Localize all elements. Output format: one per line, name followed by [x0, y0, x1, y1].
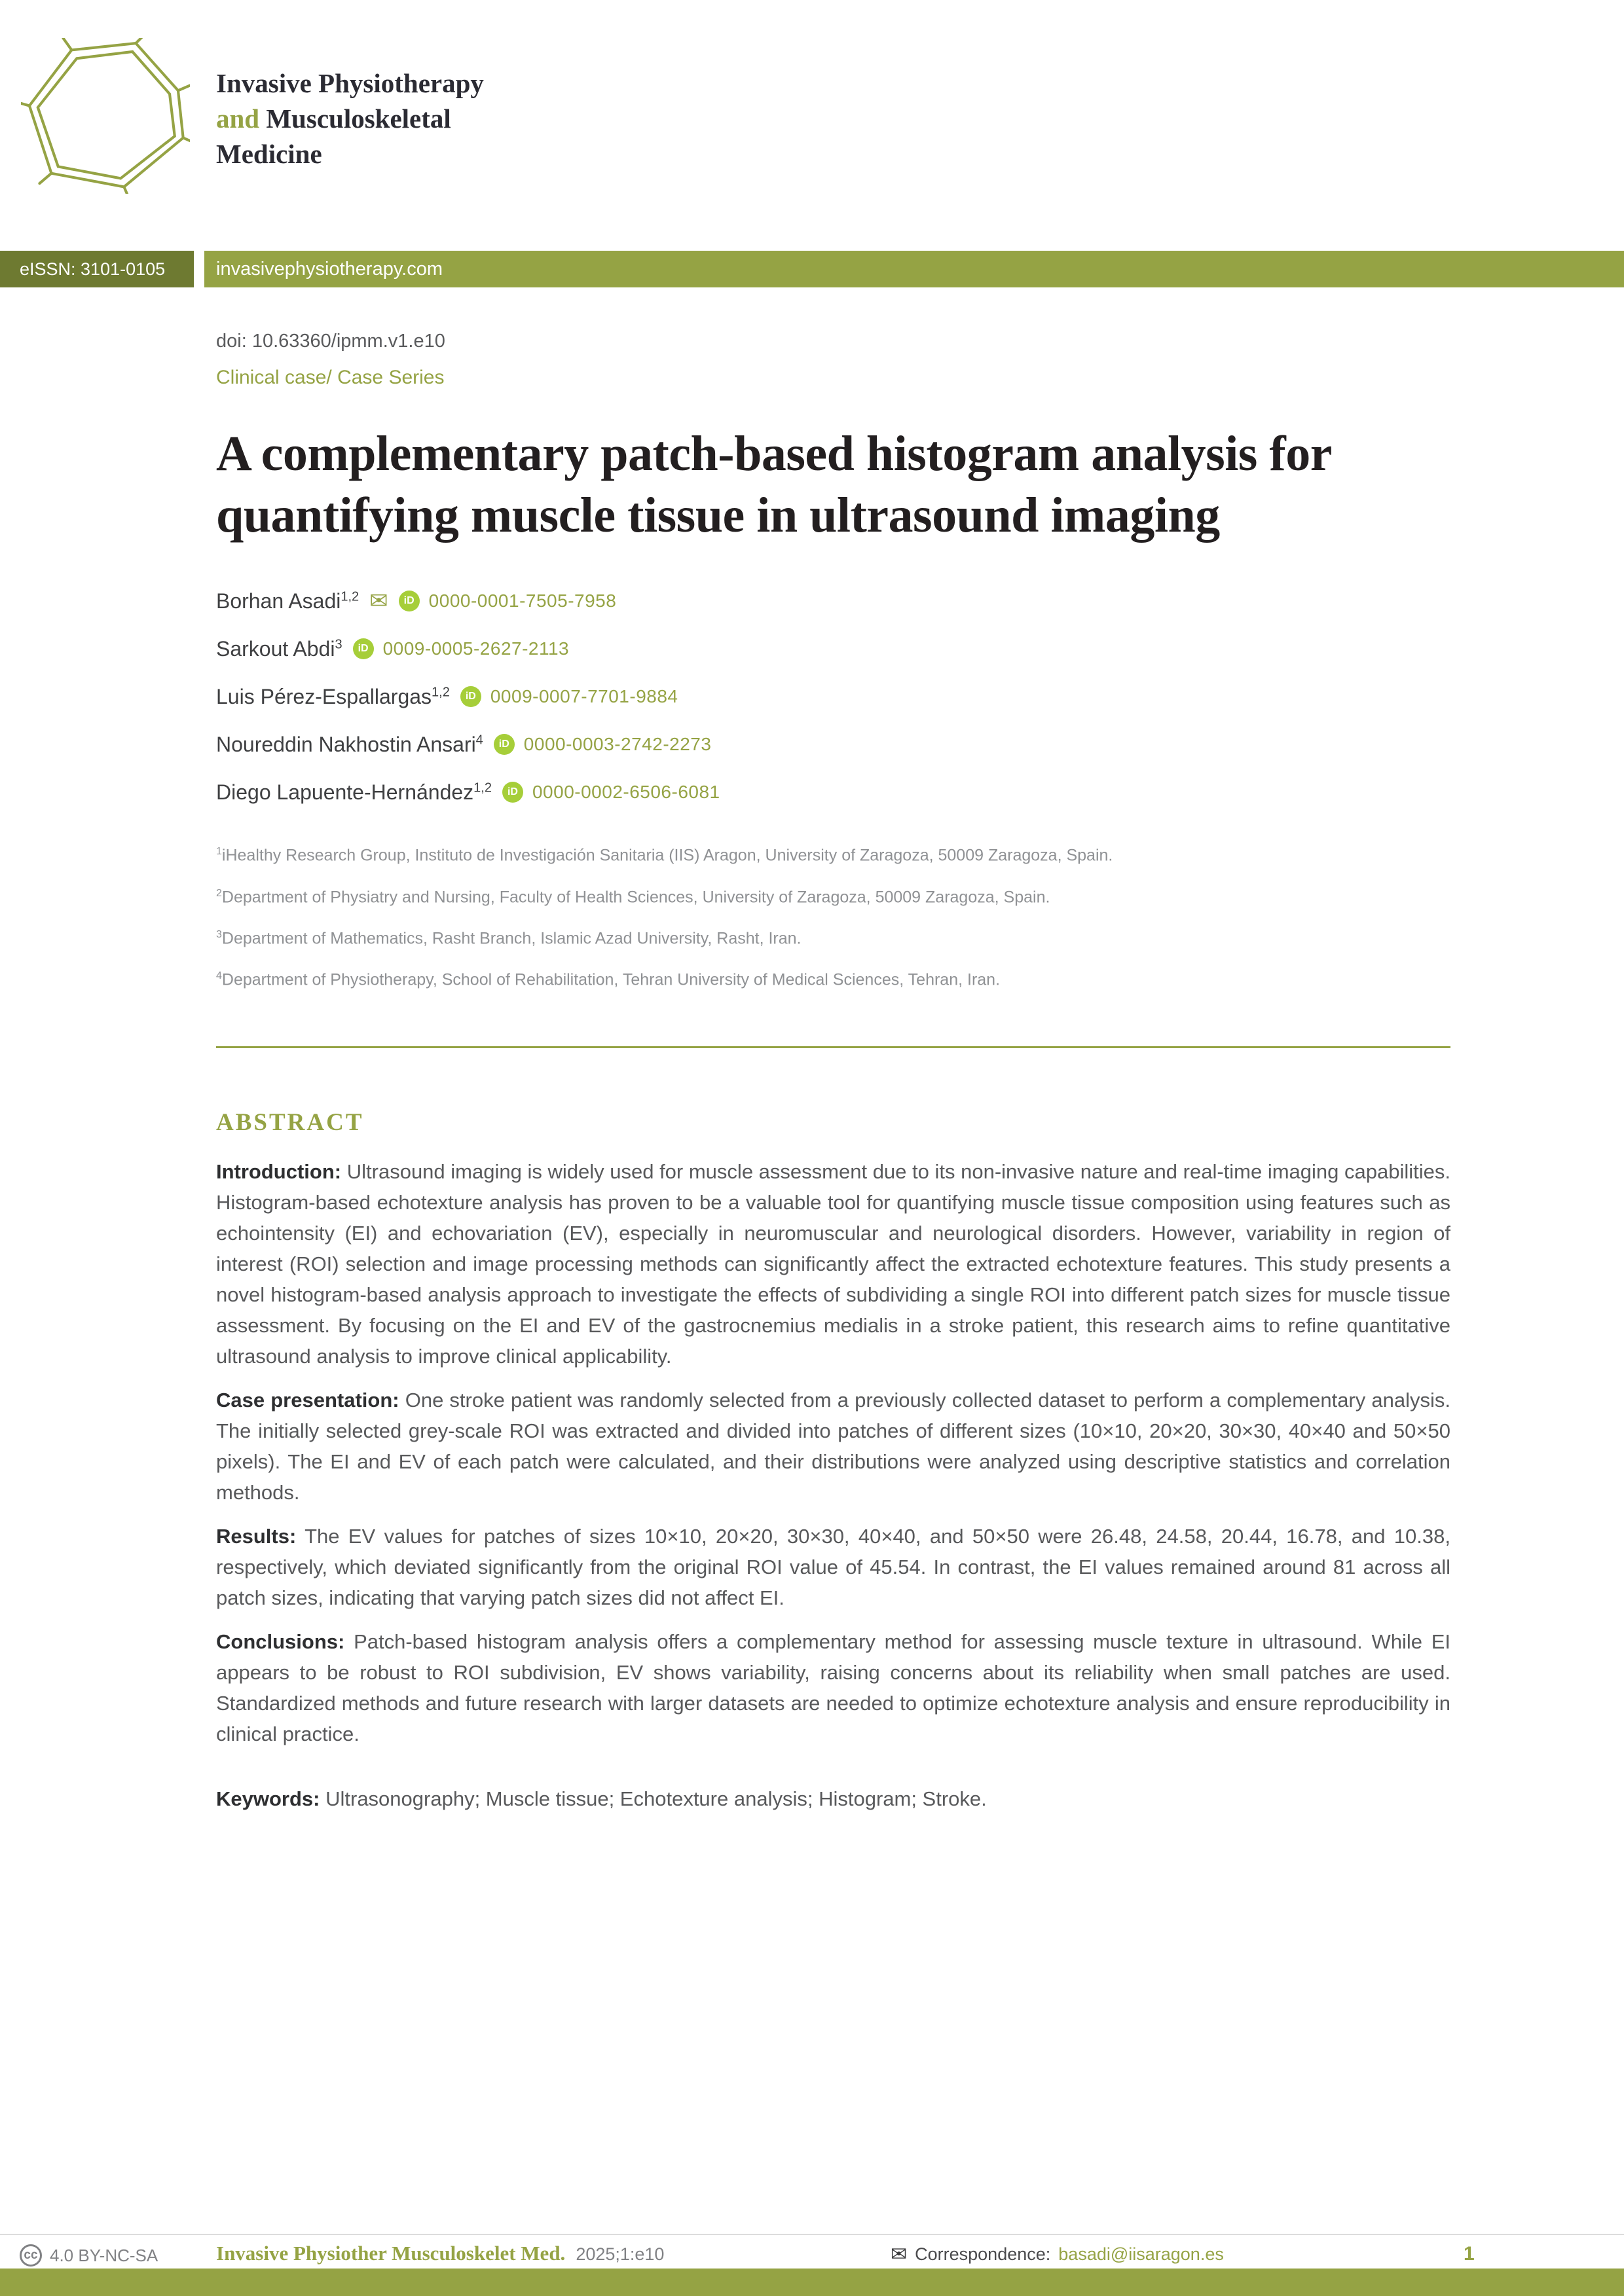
keywords-label: Keywords:	[216, 1787, 320, 1810]
orcid-id[interactable]: 0000-0003-2742-2273	[523, 734, 712, 755]
eissn-badge: eISSN: 3101-0105	[0, 251, 194, 287]
journal-reference	[216, 2242, 664, 2265]
orcid-icon[interactable]: iD	[399, 591, 420, 611]
author-affiliation-sup: 3	[335, 637, 342, 652]
author-row	[216, 587, 1450, 615]
author-list	[216, 587, 1450, 807]
affiliation-line: $^3$Department of Mathematics, Rasht Branch, Islamic Azad University, Rasht, Iran.	[216, 929, 802, 948]
journal-name-and: and	[216, 103, 260, 134]
article-title: A complementary patch-based histogram analysis for quantifying muscle tissue in ultrasound imaging	[216, 426, 1331, 543]
author-affiliation-sup: 1,2	[432, 685, 450, 700]
section-text: Patch-based histogram analysis offers a complementary method for assessing muscle texture in ultrasound. While EI appears to be robust to ROI subdivision, EV shows variability, raising concerns about its reliability when small patches are used. Standardized methods and future research with larger datasets are needed to optimize echotexture analysis and ensure reproducibility in clinical practice.	[216, 1630, 1450, 1745]
journal-name-line2-rest: Musculoskeletal	[259, 103, 451, 134]
journal-name-line1: Invasive Physiotherapy	[216, 68, 484, 98]
section-text: The EV values for patches of sizes 10×10, 20×20, 30×30, 40×40, and 50×50 were 26.48, 24.58, 20.44, 16.78, and 10.38, respectively, which deviated significantly from the original ROI value of 45.54. In contrast, the EI values remained around 81 across all patch sizes, indicating that varying patch sizes did not affect EI.	[216, 1524, 1450, 1609]
article-category: Clinical case/ Case Series	[216, 367, 445, 388]
correspondence-label: Correspondence:	[915, 2244, 1051, 2264]
cc-icon: cc	[20, 2244, 42, 2267]
license-text: 4.0 BY-NC-SA	[50, 2245, 158, 2265]
envelope-icon: ✉	[369, 589, 388, 614]
envelope-icon: ✉	[891, 2243, 908, 2265]
orcid-icon[interactable]: iD	[460, 686, 481, 707]
license	[20, 2244, 158, 2267]
author-name: Noureddin Nakhostin Ansari$^4$	[216, 732, 483, 756]
affiliation-line: $^4$Department of Physiotherapy, School of Rehabilitation, Tehran University of Medical Sciences, Tehran, Iran.	[216, 970, 1001, 989]
section-label: Case presentation:	[216, 1388, 399, 1412]
section-label: Conclusions:	[216, 1630, 345, 1653]
correspondence	[891, 2244, 1224, 2265]
orcid-id[interactable]: 0009-0007-7701-9884	[490, 686, 678, 707]
keywords-text: Ultrasonography; Muscle tissue; Echotexture analysis; Histogram; Stroke.	[325, 1787, 987, 1810]
author-row	[216, 634, 1450, 663]
abstract-section-results	[216, 1521, 1450, 1613]
affiliation-line: $^2$Department of Physiatry and Nursing, Faculty of Health Sciences, University of Zaragoza, 50009 Zaragoza, Spain.	[216, 887, 1050, 907]
orcid-id[interactable]: 0009-0005-2627-2113	[382, 638, 570, 659]
author-name: Sarkout Abdi$^3$	[216, 636, 342, 661]
correspondence-email[interactable]: basadi@iisaragon.es	[1058, 2244, 1224, 2264]
author-name: Luis Pérez-Espallargas$^{1,2}$	[216, 684, 450, 708]
orcid-id[interactable]: 0000-0002-6506-6081	[532, 782, 720, 803]
section-divider	[216, 1046, 1450, 1048]
author-row	[216, 682, 1450, 711]
journal-name-line3: Medicine	[216, 139, 322, 169]
author-affiliation-sup: 1,2	[473, 780, 492, 795]
journal-name-line2	[216, 101, 484, 136]
abstract-section-conclusions	[216, 1626, 1450, 1749]
orcid-id[interactable]: 0000-0001-7505-7958	[428, 591, 617, 611]
affiliation-line: $^1$iHealthy Research Group, Instituto de Investigación Sanitaria (IIS) Aragon, University of Zaragoza, 50009 Zaragoza, Spain.	[216, 846, 1113, 865]
orcid-icon[interactable]: iD	[502, 782, 523, 803]
footer-divider	[0, 2234, 1624, 2235]
abstract-section-introduction	[216, 1156, 1450, 1372]
keywords-line	[216, 1787, 1450, 1811]
journal-website-bar[interactable]: invasivephysiotherapy.com	[204, 251, 1624, 287]
author-name: Borhan Asadi$^{1,2}$	[216, 589, 360, 613]
section-label: Introduction:	[216, 1159, 342, 1183]
section-label: Results:	[216, 1524, 297, 1548]
bottom-color-bar	[0, 2269, 1624, 2296]
journal-abbrev: Invasive Physiother Musculoskelet Med.	[216, 2242, 566, 2265]
section-text: Ultrasound imaging is widely used for muscle assessment due to its non-invasive nature and real-time imaging capabilities. Histogram-based echotexture analysis has proven to be a valuable tool for quantifying muscle tissue composition using features such as echointensity (EI) and echovariation (EV), especially in neuromuscular and neurological disorders. However, variability in region of interest (ROI) selection and image processing methods can significantly affect the extracted echotexture features. This study presents a novel histogram-based analysis approach to investigate the effects of subdividing a single ROI into different patch sizes for muscle tissue assessment. By focusing on the EI and EV of the gastrocnemius medialis in a stroke patient, this research aims to refine quantitative ultrasound analysis to improve clinical applicability.	[216, 1159, 1450, 1368]
main-column	[216, 331, 1450, 1811]
author-affiliation-sup: 4	[475, 733, 483, 748]
page-number: 1	[1464, 2243, 1475, 2265]
affiliation-list	[216, 833, 1450, 998]
abstract-section-case-presentation	[216, 1385, 1450, 1508]
author-row	[216, 778, 1450, 807]
orcid-icon[interactable]: iD	[494, 734, 515, 755]
section-text: One stroke patient was randomly selected from a previously collected dataset to perform a complementary analysis. The initially selected grey-scale ROI was extracted and divided into patches of different sizes (10×10, 20×20, 30×30, 40×40 and 50×50 pixels). The EI and EV of each patch were calculated, and their distributions were analyzed using descriptive statistics and correlation methods.	[216, 1388, 1450, 1504]
author-row	[216, 730, 1450, 759]
orcid-icon[interactable]: iD	[353, 638, 374, 659]
journal-logo-icon	[21, 38, 190, 194]
article-doi: doi: 10.63360/ipmm.v1.e10	[216, 331, 445, 352]
issue-info: 2025;1:e10	[576, 2244, 665, 2264]
journal-name	[216, 65, 484, 172]
author-name: Diego Lapuente-Hernández$^{1,2}$	[216, 780, 492, 804]
abstract	[216, 1108, 1450, 1811]
author-affiliation-sup: 1,2	[341, 589, 360, 604]
abstract-heading: ABSTRACT	[216, 1108, 364, 1136]
